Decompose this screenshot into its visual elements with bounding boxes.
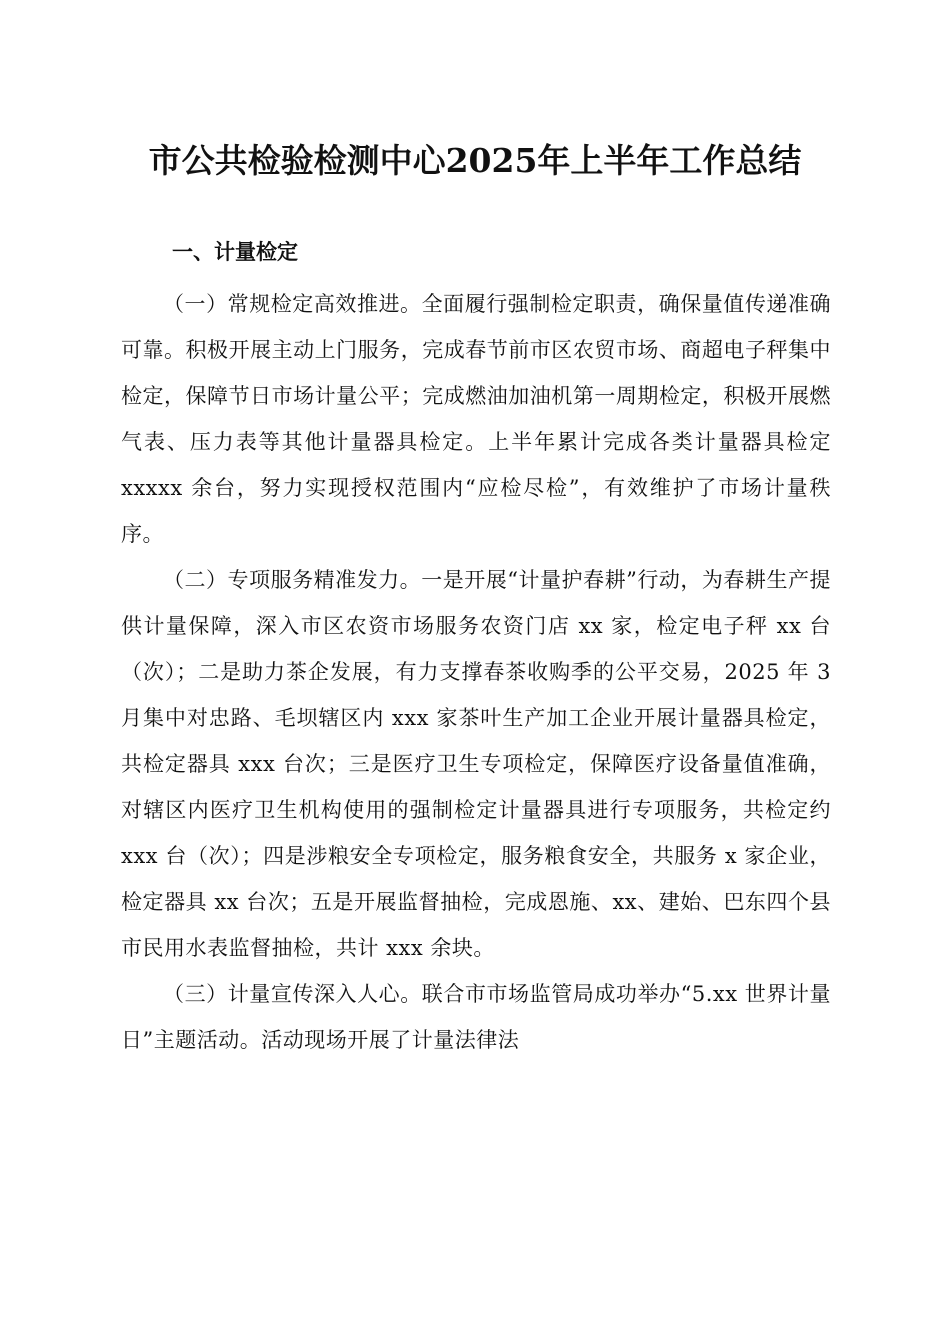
paragraph-routine-verification: （一）常规检定高效推进。全面履行强制检定职责，确保量值传递准确可靠。积极开展主动上门服务，完成春节前市区农贸市场、商超电子秤集中检定，保障节日市场计量公平；完成燃油加油机第一周期检定，积极开展燃气表、压力表等其他计量器具检定。上半年累计完成各类计量器具检定 xxxxx 余台，努力实现授权范围内“应检尽检”，有效维护了市场计量秩序。 xyxy=(121,292,831,546)
section-heading: 一、计量检定 xyxy=(172,240,298,264)
document-title: 市公共检验检测中心2025年上半年工作总结 xyxy=(148,141,802,180)
paragraph-metrology-publicity: （三）计量宣传深入人心。联合市市场监管局成功举办“5.xx 世界计量日”主题活动。活动现场开展了计量法律法 xyxy=(121,982,831,1052)
body-text xyxy=(121,281,831,1063)
paragraph-special-services: （二）专项服务精准发力。一是开展“计量护春耕”行动，为春耕生产提供计量保障，深入市区农资市场服务农资门店 xx 家，检定电子秤 xx 台（次）；二是助力茶企发展，有力支撑春茶收购季的公平交易，2025 年 3 月集中对忠路、毛坝辖区内 xxx 家茶叶生产加工企业开展计量器具检定，共检定器具 xxx 台次；三是医疗卫生专项检定，保障医疗设备量值准确，对辖区内医疗卫生机构使用的强制检定计量器具进行专项服务，共检定约 xxx 台（次）；四是涉粮安全专项检定，服务粮食安全，共服务 x 家企业，检定器具 xx 台次；五是开展监督抽检，完成恩施、xx、建始、巴东四个县市民用水表监督抽检，共计 xxx 余块。 xyxy=(121,568,831,960)
